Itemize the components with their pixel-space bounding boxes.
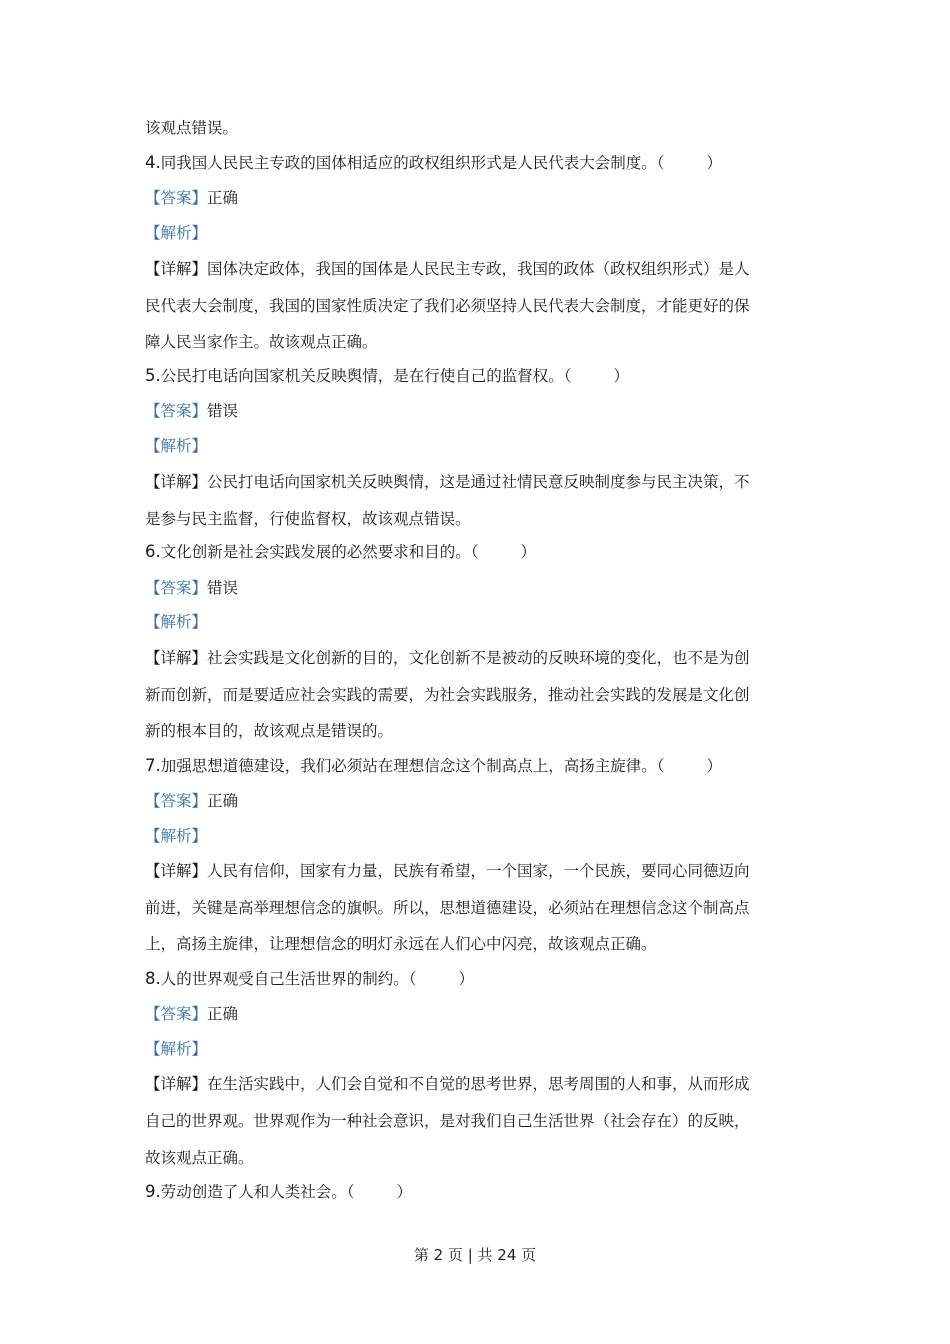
answer-value: 错误 bbox=[207, 579, 239, 597]
page-footer: 第 2 页 | 共 24 页 bbox=[413, 1246, 537, 1264]
question-stem: 劳动创造了人和人类社会。（ bbox=[160, 1183, 355, 1201]
answer-value: 正确 bbox=[207, 189, 239, 207]
question-number: 7. bbox=[145, 756, 161, 775]
answer-row bbox=[145, 401, 238, 421]
question-number: 5. bbox=[145, 366, 161, 385]
answer-label: 【答案】 bbox=[145, 402, 208, 420]
answer-label: 【答案】 bbox=[145, 579, 208, 597]
question-number: 4. bbox=[145, 153, 161, 172]
detail-line: 民代表大会制度，我国的国家性质决定了我们必须坚持人民代表大会制度，才能更好的保 bbox=[145, 297, 750, 315]
question-stem: 人的世界观受自己生活世界的制约。（ bbox=[160, 970, 417, 988]
question-6: 6.文化创新是社会实践发展的必然要求和目的。（ ） bbox=[145, 542, 537, 561]
question-number: 6. bbox=[145, 542, 161, 561]
analysis-label: 【解析】 bbox=[145, 437, 208, 455]
detail-line: 自己的世界观。世界观作为一种社会意识，是对我们自己生活世界（社会存在）的反映， bbox=[145, 1112, 750, 1130]
analysis-label: 【解析】 bbox=[145, 613, 208, 631]
question-number: 9. bbox=[145, 1182, 161, 1201]
question-stem: 加强思想道德建设，我们必须站在理想信念这个制高点上，高扬主旋律。（ bbox=[160, 757, 665, 775]
analysis-label: 【解析】 bbox=[145, 1040, 208, 1058]
detail-line: 【详解】在生活实践中，人们会自觉和不自觉的思考世界，思考周围的人和事，从而形成 bbox=[145, 1075, 750, 1093]
detail-label: 【详解】 bbox=[145, 473, 208, 491]
question-stem: 公民打电话向国家机关反映舆情，是在行使自己的监督权。（ bbox=[160, 367, 572, 385]
answer-label: 【答案】 bbox=[145, 1005, 208, 1023]
detail-line: 故该观点正确。 bbox=[145, 1149, 254, 1167]
detail-line: 前进，关键是高举理想信念的旗帜。所以，思想道德建设，必须站在理想信念这个制高点 bbox=[145, 899, 750, 917]
question-9: 9.劳动创造了人和人类社会。（ ） bbox=[145, 1182, 413, 1201]
detail-label: 【详解】 bbox=[145, 862, 208, 880]
detail-label: 【详解】 bbox=[145, 649, 208, 667]
answer-value: 正确 bbox=[207, 792, 239, 810]
detail-line: 是参与民主监督，行使监督权，故该观点错误。 bbox=[145, 510, 471, 528]
answer-row bbox=[145, 791, 238, 811]
detail-line: 障人民当家作主。故该观点正确。 bbox=[145, 333, 378, 351]
detail-label: 【详解】 bbox=[145, 1075, 208, 1093]
answer-label: 【答案】 bbox=[145, 792, 208, 810]
detail-line: 新的根本目的，故该观点是错误的。 bbox=[145, 722, 394, 740]
answer-value: 正确 bbox=[207, 1005, 239, 1023]
answer-label: 【答案】 bbox=[145, 189, 208, 207]
detail-label: 【详解】 bbox=[145, 260, 208, 278]
continuation-text: 该观点错误。 bbox=[145, 119, 239, 137]
question-number: 8. bbox=[145, 969, 161, 988]
detail-line: 【详解】国体决定政体，我国的国体是人民民主专政，我国的政体（政权组织形式）是人 bbox=[145, 260, 750, 278]
question-5: 5.公民打电话向国家机关反映舆情，是在行使自己的监督权。（ ） bbox=[145, 366, 630, 385]
question-7: 7.加强思想道德建设，我们必须站在理想信念这个制高点上，高扬主旋律。（ ） bbox=[145, 756, 723, 775]
question-4: 4.同我国人民民主专政的国体相适应的政权组织形式是人民代表大会制度。（ ） bbox=[145, 153, 723, 172]
detail-line: 【详解】社会实践是文化创新的目的，文化创新不是被动的反映环境的变化，也不是为创 bbox=[145, 649, 750, 667]
answer-row bbox=[145, 188, 238, 208]
answer-row bbox=[145, 1004, 238, 1024]
detail-line: 上，高扬主旋律，让理想信念的明灯永远在人们心中闪亮，故该观点正确。 bbox=[145, 935, 657, 953]
answer-value: 错误 bbox=[207, 402, 239, 420]
detail-line: 【详解】公民打电话向国家机关反映舆情，这是通过社情民意反映制度参与民主决策，不 bbox=[145, 473, 750, 491]
detail-line: 【详解】人民有信仰，国家有力量，民族有希望，一个国家，一个民族，要同心同德迈向 bbox=[145, 862, 750, 880]
answer-row bbox=[145, 578, 238, 598]
question-stem: 文化创新是社会实践发展的必然要求和目的。（ bbox=[160, 543, 479, 561]
question-8: 8.人的世界观受自己生活世界的制约。（ ） bbox=[145, 969, 475, 988]
analysis-label: 【解析】 bbox=[145, 827, 208, 845]
detail-line: 新而创新，而是要适应社会实践的需要，为社会实践服务，推动社会实践的发展是文化创 bbox=[145, 686, 750, 704]
question-stem: 同我国人民民主专政的国体相适应的政权组织形式是人民代表大会制度。（ bbox=[160, 154, 665, 172]
analysis-label: 【解析】 bbox=[145, 224, 208, 242]
